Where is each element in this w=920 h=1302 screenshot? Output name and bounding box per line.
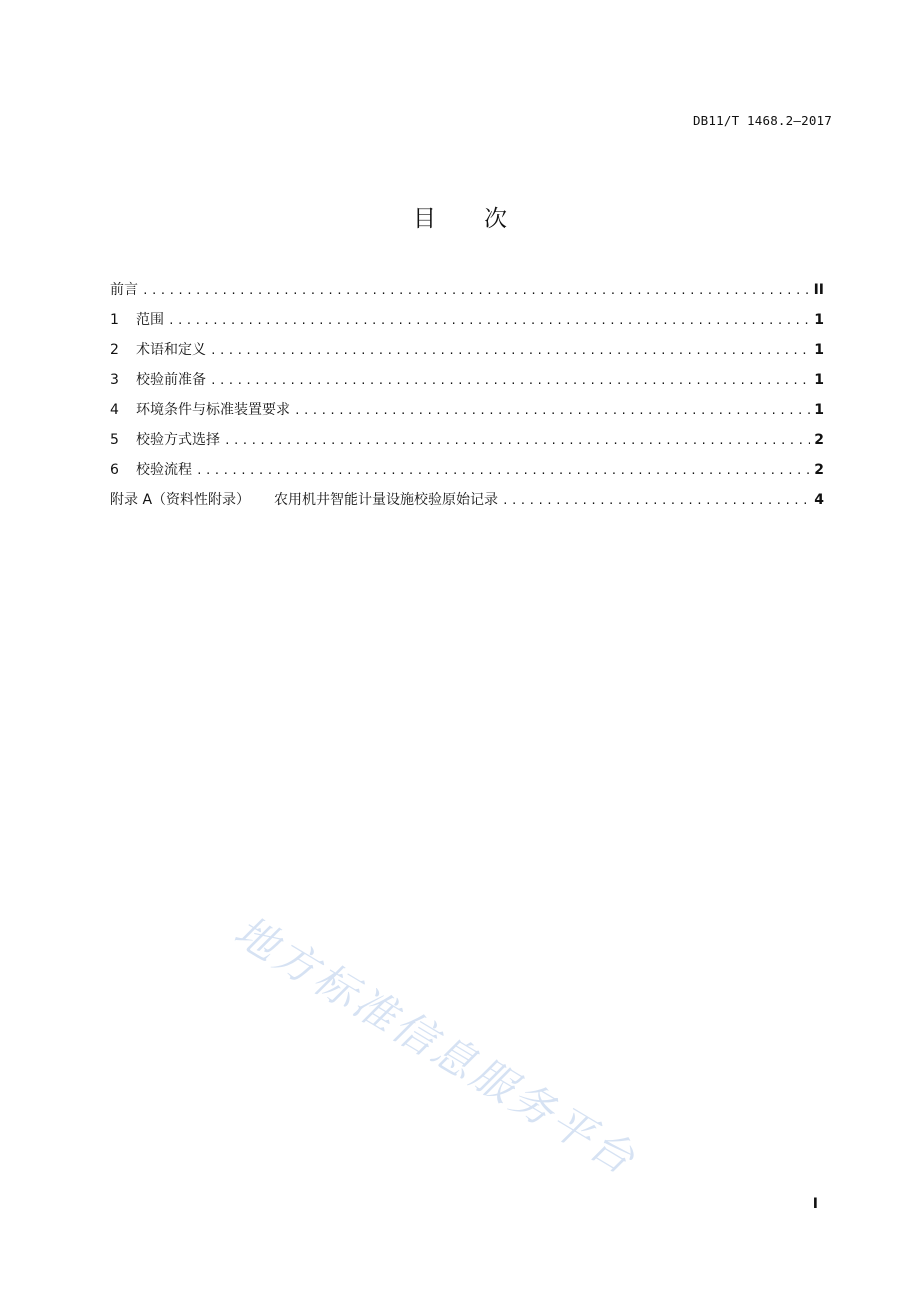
toc-leader-dots bbox=[224, 429, 810, 453]
toc-leader-dots bbox=[142, 279, 810, 303]
toc-title-char-1: 目 bbox=[413, 206, 436, 232]
toc-entry-page: 2 bbox=[814, 432, 824, 448]
toc-entry-environment[interactable] bbox=[110, 398, 824, 428]
toc-entry-page: 1 bbox=[814, 402, 824, 418]
toc-leader-dots bbox=[294, 399, 810, 423]
toc-entry-number: 1 bbox=[110, 312, 119, 328]
toc-entry-appendix-a[interactable] bbox=[110, 488, 824, 518]
toc-entry-page: II bbox=[813, 282, 824, 298]
watermark-text: 地方标准信息服务平台 bbox=[226, 906, 646, 1186]
toc-leader-dots bbox=[168, 309, 810, 333]
toc-entry-label bbox=[110, 488, 498, 512]
table-of-contents bbox=[110, 278, 824, 518]
page-number: I bbox=[812, 1196, 818, 1212]
toc-entry-number: 4 bbox=[110, 402, 119, 418]
toc-entry-label: 环境条件与标准装置要求 bbox=[136, 402, 290, 418]
toc-entry-label: 校验前准备 bbox=[136, 372, 206, 388]
toc-entry-page: 1 bbox=[814, 372, 824, 388]
appendix-title: 农用机井智能计量设施校验原始记录 bbox=[274, 492, 499, 508]
toc-entry-page: 1 bbox=[814, 342, 824, 358]
toc-title bbox=[0, 200, 920, 233]
toc-entry-label: 范围 bbox=[136, 312, 164, 328]
toc-entry-preparation[interactable] bbox=[110, 368, 824, 398]
toc-entry-page: 4 bbox=[814, 492, 824, 508]
toc-title-char-2: 次 bbox=[484, 206, 507, 232]
appendix-label: 附录 A（资料性附录） bbox=[110, 492, 251, 508]
toc-entry-process[interactable] bbox=[110, 458, 824, 488]
toc-entry-number: 2 bbox=[110, 342, 119, 358]
toc-entry-number: 3 bbox=[110, 372, 119, 388]
document-code: DB11/T 1468.2—2017 bbox=[692, 113, 832, 128]
toc-leader-dots bbox=[196, 459, 810, 483]
toc-leader-dots bbox=[502, 489, 810, 513]
toc-entry-number: 5 bbox=[110, 432, 119, 448]
toc-entry-label: 校验流程 bbox=[136, 462, 192, 478]
toc-entry-label: 术语和定义 bbox=[136, 342, 206, 358]
toc-entry-number: 6 bbox=[110, 462, 119, 478]
toc-entry-label: 前言 bbox=[110, 282, 138, 298]
toc-entry-scope[interactable] bbox=[110, 308, 824, 338]
toc-leader-dots bbox=[210, 369, 810, 393]
toc-entry-page: 2 bbox=[814, 462, 824, 478]
toc-entry-terms[interactable] bbox=[110, 338, 824, 368]
toc-entry-method[interactable] bbox=[110, 428, 824, 458]
toc-leader-dots bbox=[210, 339, 810, 363]
toc-entry-foreword[interactable] bbox=[110, 278, 824, 308]
toc-entry-label: 校验方式选择 bbox=[136, 432, 220, 448]
toc-entry-page: 1 bbox=[814, 312, 824, 328]
